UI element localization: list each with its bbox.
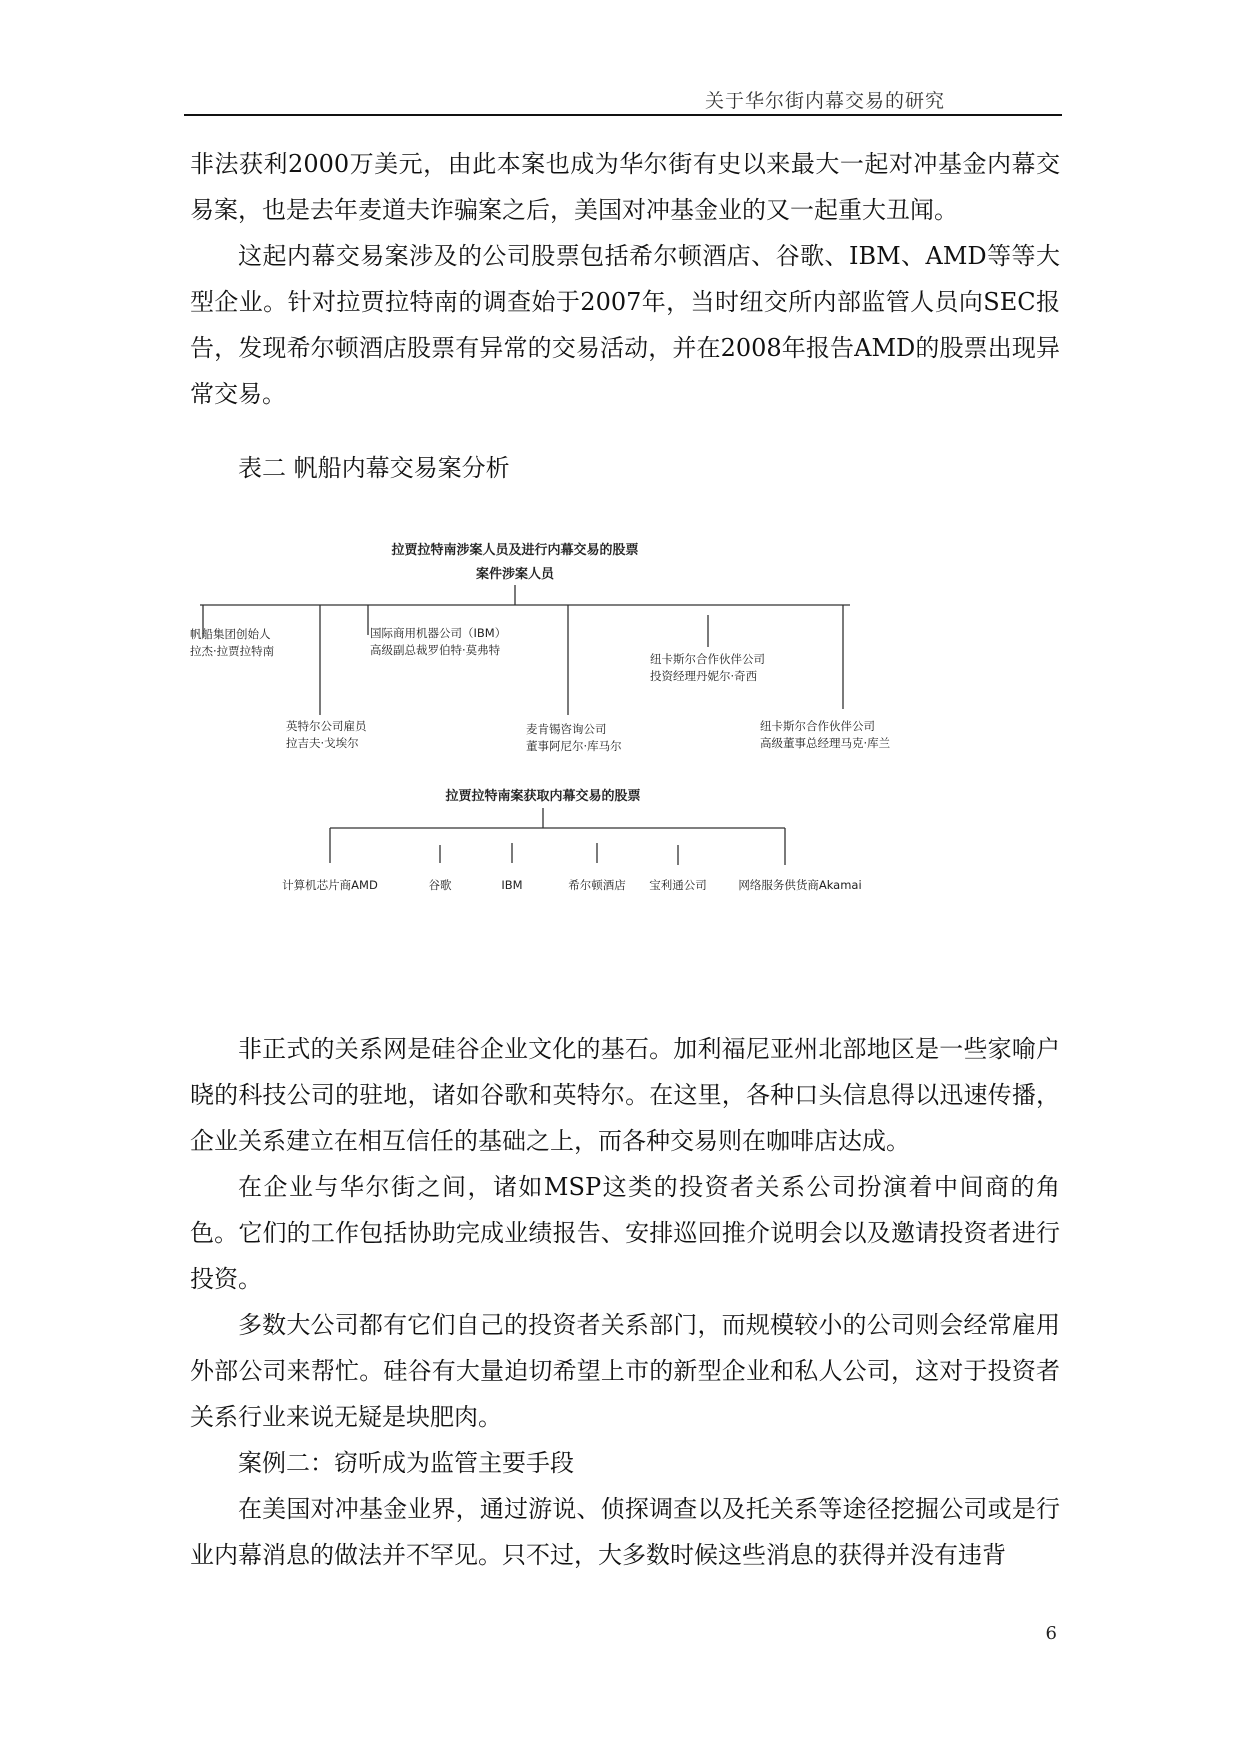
page-number: 6	[1045, 1623, 1057, 1644]
stock-label: 希尔顿酒店	[568, 878, 626, 892]
person-label: 纽卡斯尔合作伙伴公司	[760, 719, 875, 733]
paragraph: 非法获利2000万美元，由此本案也成为华尔街有史以来最大一起对冲基金内幕交易案，也是去年麦道夫诈骗案之后，美国对冲基金业的又一起重大丑闻。	[190, 150, 1060, 224]
paragraph: 这起内幕交易案涉及的公司股票包括希尔顿酒店、谷歌、IBM、AMD等等大型企业。针对拉贾拉特南的调查始于2007年，当时纽交所内部监管人员向SEC报告，发现希尔顿酒店股票有异常的交易活动，并在2008年报告AMD的股票出现异常交易。	[190, 242, 1060, 408]
person-label: 董事阿尼尔·库马尔	[526, 739, 622, 753]
person-label: 纽卡斯尔合作伙伴公司	[650, 652, 765, 666]
diagram-title: 拉贾拉特南涉案人员及进行内幕交易的股票	[391, 543, 639, 558]
paragraph: 多数大公司都有它们自己的投资者关系部门，而规模较小的公司则会经常雇用外部公司来帮忙。硅谷有大量迫切希望上市的新型企业和私人公司，这对于投资者关系行业来说无疑是块肥肉。	[190, 1311, 1060, 1431]
body-text-bottom	[190, 1026, 1060, 1578]
person-label: 拉杰·拉贾拉特南	[190, 644, 275, 658]
person-label: 高级董事总经理马克·库兰	[760, 736, 891, 750]
body-text-top	[190, 141, 1060, 417]
org-diagram-svg	[190, 525, 1060, 945]
section-heading: 案例二：窃听成为监管主要手段	[238, 1449, 574, 1477]
org-diagram	[190, 525, 1060, 945]
paragraph: 在美国对冲基金业界，通过游说、侦探调查以及托关系等途径挖掘公司或是行业内幕消息的做法并不罕见。只不过，大多数时候这些消息的获得并没有违背	[190, 1495, 1060, 1569]
stock-label: 网络服务供货商Akamai	[738, 878, 862, 892]
person-label: 投资经理丹妮尔·奇西	[650, 669, 758, 683]
person-label: 英特尔公司雇员	[286, 719, 367, 733]
person-label: 麦肯锡咨询公司	[526, 722, 607, 736]
person-label: 高级副总裁罗伯特·莫弗特	[370, 643, 501, 657]
person-label: 帆船集团创始人	[190, 627, 271, 641]
stock-label: 谷歌	[428, 878, 452, 892]
stocks-heading: 拉贾拉特南案获取内幕交易的股票	[445, 789, 641, 804]
person-label: 拉吉夫·戈埃尔	[286, 736, 359, 750]
paragraph: 在企业与华尔街之间，诸如MSP这类的投资者关系公司扮演着中间商的角色。它们的工作包括协助完成业绩报告、安排巡回推介说明会以及邀请投资者进行投资。	[190, 1173, 1060, 1293]
paragraph: 非正式的关系网是硅谷企业文化的基石。加利福尼亚州北部地区是一些家喻户晓的科技公司的驻地，诸如谷歌和英特尔。在这里，各种口头信息得以迅速传播，企业关系建立在相互信任的基础之上，而各种交易则在咖啡店达成。	[190, 1035, 1060, 1155]
person-label: 国际商用机器公司（IBM）	[370, 626, 507, 640]
header-title: 关于华尔街内幕交易的研究	[704, 90, 945, 112]
stock-label: 计算机芯片商AMD	[282, 878, 378, 892]
header-rule	[184, 114, 1062, 116]
table-caption: 表二 帆船内幕交易案分析	[238, 454, 510, 482]
stock-label: IBM	[501, 878, 523, 892]
people-heading: 案件涉案人员	[475, 567, 555, 582]
stock-label: 宝利通公司	[649, 878, 707, 892]
